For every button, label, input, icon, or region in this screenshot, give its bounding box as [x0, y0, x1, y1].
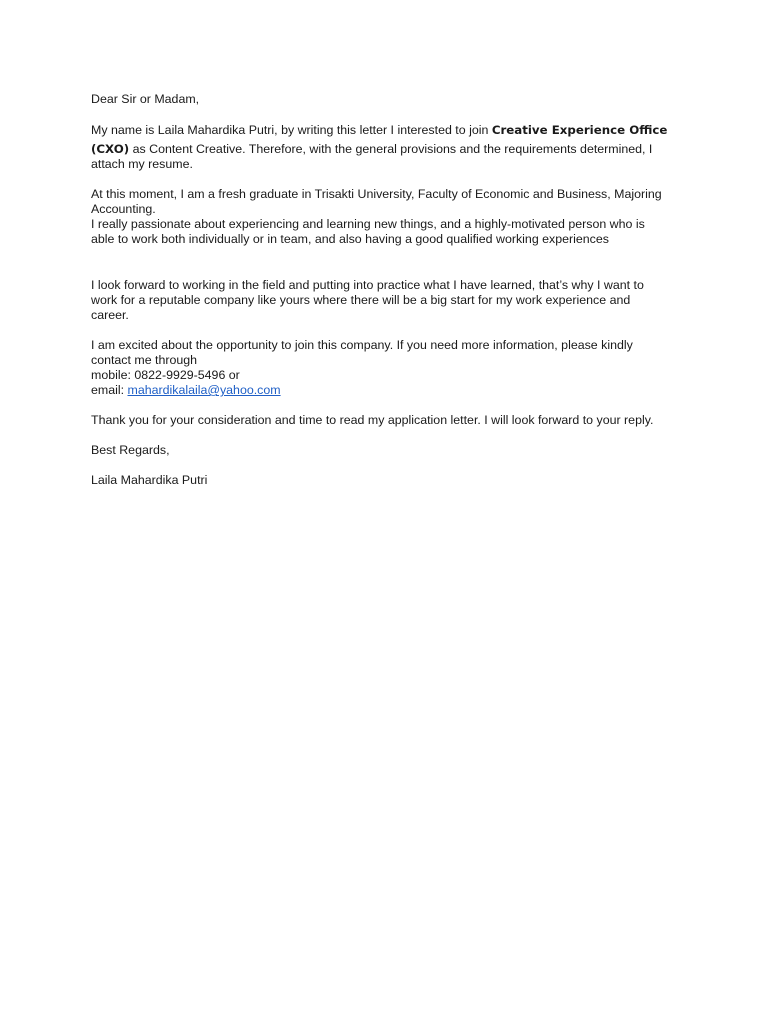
letter-body: [91, 92, 691, 488]
company-abbreviation: (CXO): [91, 142, 130, 156]
contact-line-1: I am excited about the opportunity to join this company. If you need more information, please kindly: [91, 338, 633, 352]
mobile-number: mobile: 0822-9929-5496 or: [91, 368, 240, 382]
salutation: Dear Sir or Madam,: [91, 92, 200, 106]
intro-line-1: [91, 123, 691, 138]
contact-paragraph: [91, 338, 691, 398]
email-link[interactable]: mahardikalaila@yahoo.com: [127, 383, 281, 397]
intro-text: My name is Laila Mahardika Putri, by writing this letter I interested to join: [91, 123, 492, 137]
goal-line-3: career.: [91, 308, 129, 322]
email-line: [91, 383, 691, 398]
background-paragraph: [91, 187, 691, 247]
background-line-2: Accounting.: [91, 202, 156, 216]
background-line-1: At this moment, I am a fresh graduate in Trisakti University, Faculty of Economic and Business, Majoring: [91, 187, 662, 201]
intro-line-2: [91, 142, 691, 157]
goal-line-2: work for a reputable company like yours where there will be a big start for my work experience and: [91, 293, 631, 307]
company-name: Creative Experience Office: [491, 123, 668, 137]
background-line-4: able to work both individually or in team, and also having a good qualified working experiences: [91, 232, 609, 246]
intro-paragraph: [91, 123, 691, 172]
signature: Laila Mahardika Putri: [91, 473, 208, 487]
goal-paragraph: [91, 278, 691, 323]
thanks-line: Thank you for your consideration and time to read my application letter. I will look forward to your reply.: [91, 413, 654, 427]
contact-line-2: contact me through: [91, 353, 198, 367]
email-label: email:: [91, 383, 128, 397]
goal-line-1: I look forward to working in the field and putting into practice what I have learned, that’s why I want to: [91, 278, 644, 292]
closing: Best Regards,: [91, 443, 170, 457]
background-line-3: I really passionate about experiencing and learning new things, and a highly-motivated person who is: [91, 217, 645, 231]
intro-line-3: attach my resume.: [91, 157, 193, 171]
intro-role-text: as Content Creative. Therefore, with the general provisions and the requirements determined, I: [129, 142, 653, 156]
